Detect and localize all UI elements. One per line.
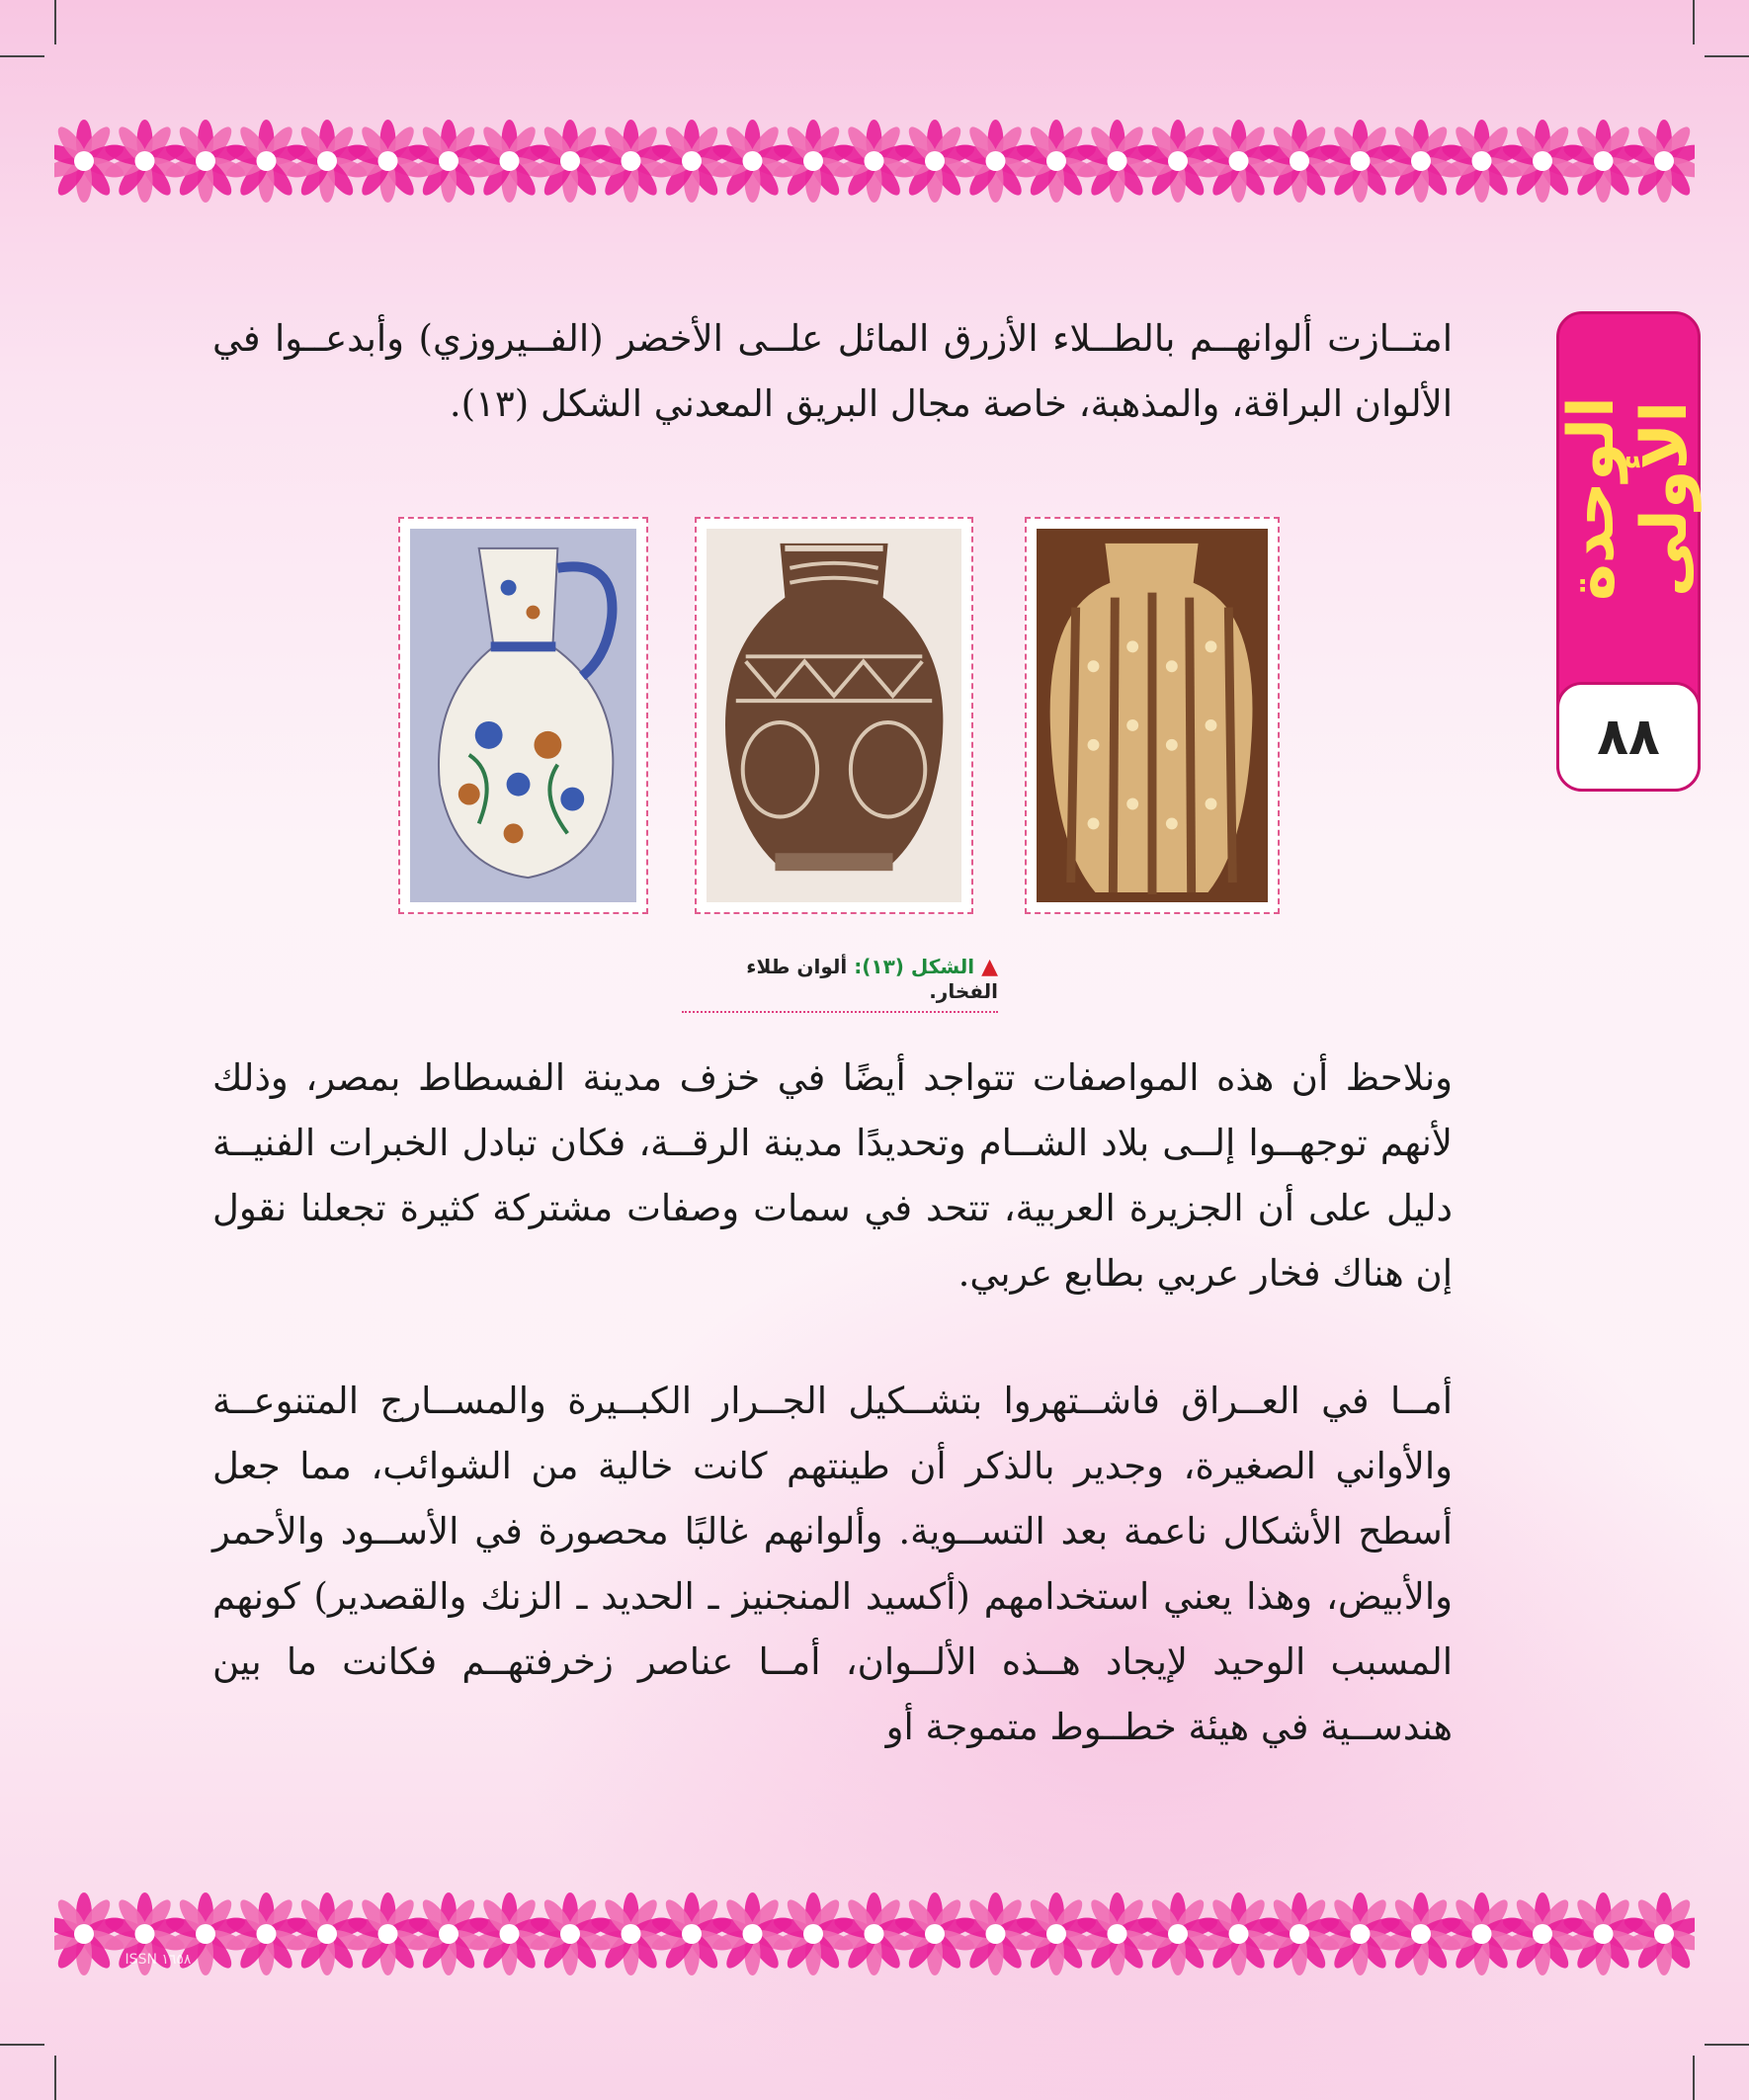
figure-caption bbox=[682, 955, 998, 1013]
brown-carved-jar-image bbox=[707, 529, 961, 902]
paragraph-iraq: أمــا في العــراق فاشــتهروا بتشــكيل الجــرار الكبــيرة والمســارج المتنوعــة والأواني الصغيرة، وجدير بالذكر أن طينتهم كانت خالية من الشوائب، مما جعل أسطح الأشكال ناعمة بعد التســوية. وألوانهم غالبًا محصورة في الأســود والأحمر والأبيض، وهذا يعني استخدامهم (أكسيد المنجنيز ـ الحديد ـ الزنك والقصدير) كونهم المسبب الوحيد لإيجاد هــذه الألــوان، أمــا عناصر زخرفتهــم فكانت ما بين هندســية في هيئة خطــوط متموجة أو bbox=[212, 1380, 1453, 1748]
flower-ornament bbox=[1015, 1892, 1099, 1975]
flower-ornament bbox=[772, 120, 856, 203]
flower-ornament bbox=[1440, 1892, 1524, 1975]
figure-image-jug bbox=[398, 517, 648, 914]
flower-ornament bbox=[286, 120, 370, 203]
flower-ornament bbox=[1015, 120, 1099, 203]
flower-ornament bbox=[1561, 120, 1645, 203]
flower-ornament bbox=[286, 1892, 370, 1975]
flower-ornament bbox=[346, 120, 430, 203]
flower-ornament bbox=[589, 120, 673, 203]
crop-mark bbox=[1705, 2044, 1749, 2046]
flower-ornament bbox=[832, 120, 916, 203]
flower-ornament bbox=[1501, 1892, 1585, 1975]
caption-marker-icon: ▲ bbox=[981, 955, 998, 979]
flower-ornament bbox=[1440, 120, 1524, 203]
flower-ornament bbox=[529, 120, 613, 203]
flower-ornament bbox=[1136, 1892, 1220, 1975]
flower-ornament bbox=[710, 120, 794, 203]
flower-ornament bbox=[1379, 1892, 1463, 1975]
caption-text: ألوان طلاء الفخار. bbox=[746, 955, 998, 1003]
flower-ornament bbox=[772, 1892, 856, 1975]
flower-ornament bbox=[1197, 1892, 1281, 1975]
flower-ornament bbox=[1623, 120, 1695, 203]
flower-ornament bbox=[710, 1892, 794, 1975]
flower-ornament bbox=[467, 1892, 551, 1975]
flower-ornament bbox=[1075, 120, 1159, 203]
crop-mark bbox=[1693, 0, 1695, 44]
unit-title: الوحدة الأولى bbox=[1555, 396, 1702, 602]
flower-ornament bbox=[1258, 1892, 1342, 1975]
bottom-flower-border bbox=[54, 1890, 1695, 1978]
crop-mark bbox=[0, 2044, 44, 2046]
flower-ornament bbox=[832, 1892, 916, 1975]
paragraph-fustat: ونلاحظ أن هذه المواصفات تتواجد أيضًا في خزف مدينة الفسطاط بمصر، وذلك لأنهم توجهــوا إلــى بلاد الشــام وتحديدًا مدينة الرقــة، فكان تبادل الخبرات الفنيــة دليل على أن الجزيرة العربية، تتحد في سمات وصفات مشتركة كثيرة تجعلنا نقول إن هناك فخار عربي بطابع عربي. bbox=[212, 1056, 1453, 1295]
crop-mark bbox=[54, 0, 56, 44]
figure-image-jar bbox=[695, 517, 973, 914]
flower-ornament bbox=[467, 120, 551, 203]
flower-ornament bbox=[224, 120, 308, 203]
flower-ornament bbox=[1136, 120, 1220, 203]
flower-ornament bbox=[1561, 1892, 1645, 1975]
flower-ornament bbox=[1318, 120, 1402, 203]
crop-mark bbox=[1705, 55, 1749, 57]
page-number: ٨٨ bbox=[1556, 682, 1701, 792]
flower-ornament bbox=[650, 1892, 734, 1975]
caption-label: الشكل (١٣): bbox=[847, 955, 975, 978]
flower-ornament bbox=[893, 1892, 977, 1975]
crop-mark bbox=[1693, 2056, 1695, 2100]
flower-ornament bbox=[1318, 1892, 1402, 1975]
flower-ornament bbox=[54, 120, 125, 203]
flower-ornament bbox=[407, 1892, 491, 1975]
flower-ornament bbox=[164, 120, 248, 203]
crop-mark bbox=[54, 2056, 56, 2100]
flower-ornament bbox=[103, 120, 187, 203]
flower-ornament bbox=[529, 1892, 613, 1975]
publisher-watermark: ISSN ١٦٥٨ bbox=[125, 1952, 192, 1968]
flower-ornament bbox=[893, 120, 977, 203]
flower-ornament bbox=[346, 1892, 430, 1975]
flower-ornament bbox=[954, 1892, 1038, 1975]
top-flower-border bbox=[54, 117, 1695, 206]
crop-mark bbox=[0, 55, 44, 57]
flower-ornament bbox=[954, 120, 1038, 203]
figure-image-lustre-jar bbox=[1025, 517, 1280, 914]
flower-ornament bbox=[1623, 1892, 1695, 1975]
flower-ornament bbox=[1258, 120, 1342, 203]
flower-ornament bbox=[650, 120, 734, 203]
flower-ornament bbox=[1501, 120, 1585, 203]
flower-ornament bbox=[1379, 120, 1463, 203]
flower-ornament bbox=[589, 1892, 673, 1975]
paragraph-intro: امتــازت ألوانهــم بالطــلاء الأزرق المائل علــى الأخضر (الفــيروزي) وأبدعــوا في الألوان البراقة، والمذهبة، خاصة مجال البريق المعدني الشكل (١٣). bbox=[212, 317, 1453, 425]
flower-ornament bbox=[1075, 1892, 1159, 1975]
flower-ornament bbox=[1197, 120, 1281, 203]
lustre-jar-image bbox=[1037, 529, 1268, 902]
flower-ornament bbox=[407, 120, 491, 203]
iznik-jug-image bbox=[410, 529, 636, 902]
